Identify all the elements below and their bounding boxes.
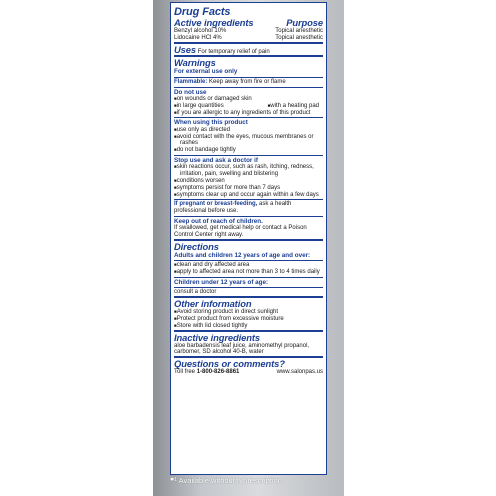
warning-item: ■ if you are allergic to any ingredients of this product: [174, 110, 323, 117]
children-title: Keep out of reach of children.: [174, 216, 323, 225]
pregnant-label: If pregnant or breast-feeding,: [174, 201, 258, 208]
footnote-asterisk-icon: ✱: [170, 477, 175, 483]
warning-item: ■ skin reactions occur, such as rash, itching, redness, irritation, pain, swelling and blistering: [174, 164, 323, 178]
active-header-row: [174, 18, 323, 28]
phone-number: 1-800-826-8861: [196, 369, 240, 376]
active-name: Lidocaine HCl 4%: [174, 34, 222, 41]
directions-title: Directions: [174, 240, 219, 252]
warnings-section: [174, 55, 323, 239]
questions-title: Questions or comments?: [174, 358, 285, 370]
children-under-text: consult a doctor: [174, 287, 323, 296]
active-row: [174, 35, 323, 42]
other-info-item: ■ Protect product from excessive moisture: [174, 316, 323, 323]
warning-item: ■ on wounds or damaged skin: [174, 96, 323, 103]
active-ingredients-header: Active ingredients: [174, 17, 254, 28]
warning-item: ■ use only as directed: [174, 127, 323, 134]
active-purpose: Topical anesthetic: [275, 34, 323, 41]
warning-item: ■ conditions worsen: [174, 178, 323, 185]
uses-text: For temporary relief of pain: [197, 48, 270, 55]
questions-section: [174, 356, 323, 376]
warning-item: ■ avoid contact with the eyes, mucous membranes or rashes: [174, 134, 323, 148]
footnote: [170, 476, 330, 485]
adults-title: Adults and children 12 years of age and over:: [174, 251, 311, 259]
direction-item: ■ clean and dry affected area: [174, 260, 323, 269]
warning-item: ■ symptoms persist for more than 7 days: [174, 185, 323, 192]
pregnant-text: ask a health professional before use.: [174, 201, 292, 215]
inactive-title: Inactive ingredients: [174, 331, 261, 343]
do-not-use-title: Do not use: [174, 87, 323, 96]
warning-item: ■ with a heating pad: [268, 103, 319, 110]
warning-item: ■ symptoms clear up and occur again within a few days: [174, 192, 323, 199]
inactive-text: aloe barbadensis leaf juice, aminomethyl propanol, carbomer, SD alcohol 40-B, water: [174, 342, 310, 356]
when-using-title: When using this product: [174, 117, 323, 126]
active-purpose: Topical anesthetic: [275, 28, 323, 34]
uses-section: [174, 42, 323, 56]
children-under-title: Children under 12 years of age:: [174, 277, 323, 286]
inactive-section: [174, 330, 323, 357]
children-text: If swallowed, get medical help or contact a Poison Control Center right away.: [174, 225, 307, 239]
footnote-number: 1: [174, 477, 177, 483]
purpose-header: Purpose: [286, 17, 323, 28]
other-info-title: Other information: [174, 298, 252, 310]
drug-facts-title: Drug Facts: [174, 6, 231, 18]
active-name: Benzyl alcohol 10%: [174, 28, 227, 34]
directions-section: [174, 239, 323, 296]
uses-title: Uses: [174, 43, 197, 55]
external-use-text: For external use only: [174, 68, 238, 76]
warnings-title: Warnings: [174, 57, 216, 69]
active-row: [174, 28, 323, 35]
stop-use-title: Stop use and ask a doctor if: [174, 155, 323, 164]
other-info-item: ■ Avoid storing product in direct sunlight: [174, 309, 323, 316]
footnote-text: Available without a prescription.: [178, 476, 284, 485]
warning-item: ■ in large quantities: [174, 103, 224, 110]
flammable-text: Keep away from fire or flame: [207, 78, 286, 85]
other-info-item: ■ Store with lid closed tightly: [174, 323, 323, 330]
toll-free-label: Toll free: [174, 369, 196, 376]
drug-facts-section: [174, 5, 323, 42]
warning-two-col: [174, 103, 323, 110]
warning-item: ■ do not bandage tightly: [174, 147, 323, 154]
direction-item: ■ apply to affected area not more than 3 to 4 times daily: [174, 269, 323, 276]
flammable-label: Flammable:: [174, 78, 208, 85]
website: www.salonpas.us: [276, 369, 323, 376]
contact-row: [174, 369, 323, 376]
other-info-section: [174, 296, 323, 329]
drug-facts-panel: [170, 2, 327, 475]
